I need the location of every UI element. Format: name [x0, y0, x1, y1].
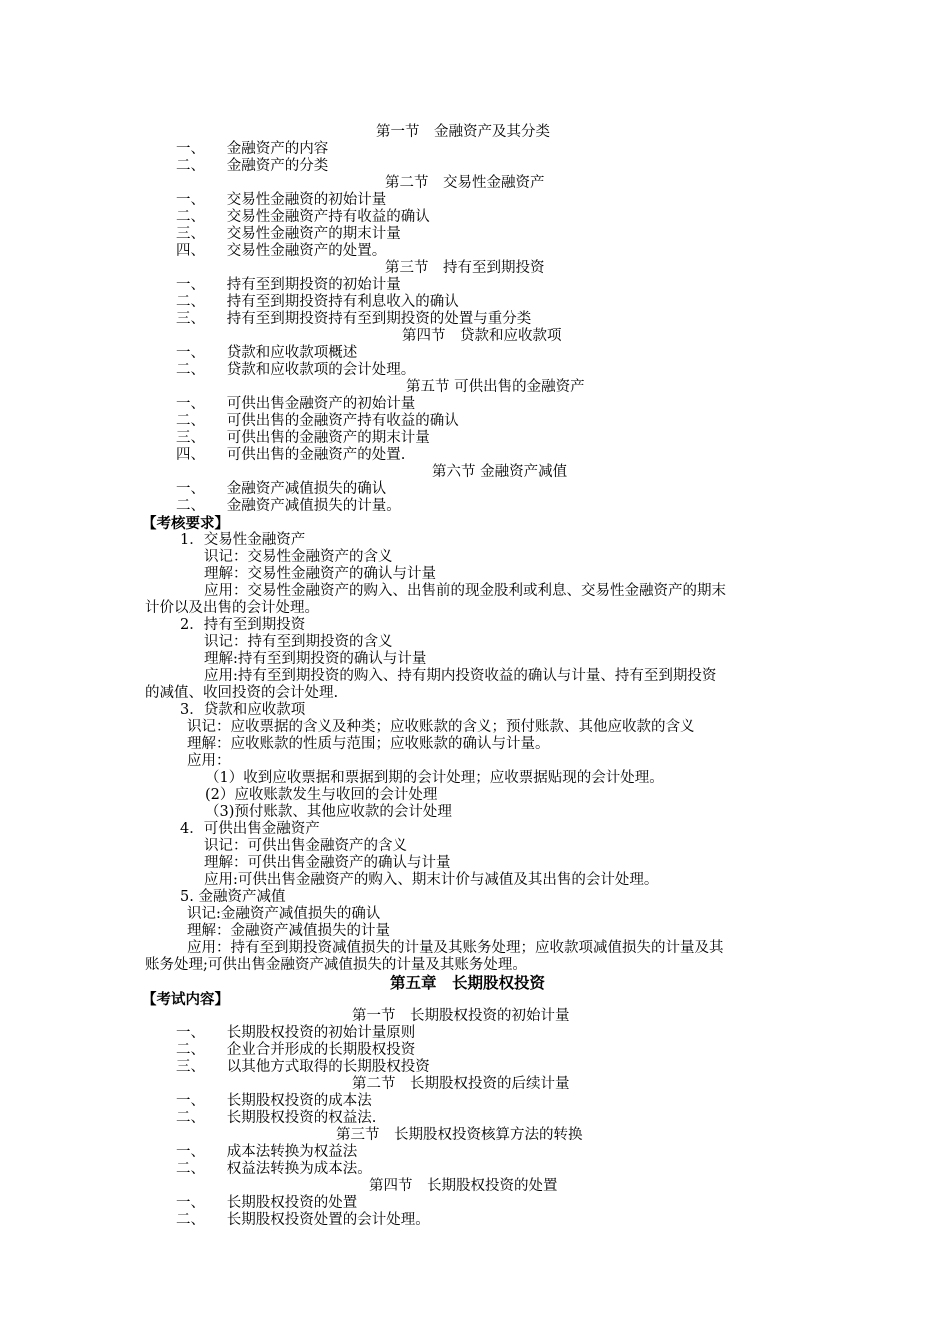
- requirement-subitem: （1）收到应收票据和票据到期的会计处理；应收票据贴现的会计处理。: [205, 770, 664, 786]
- list-item: 二、 贷款和应收款项的会计处理。: [176, 362, 416, 378]
- requirement-line: 理解：金融资产减值损失的计量: [187, 923, 390, 939]
- list-item: 三、 以其他方式取得的长期股权投资: [176, 1059, 430, 1075]
- list-item: 三、 交易性金融资产的期末计量: [176, 226, 401, 242]
- list-item: 二、 金融资产减值损失的计量。: [176, 498, 401, 514]
- section-heading: 第四节 贷款和应收款项: [402, 328, 562, 344]
- list-item: 二、 企业合并形成的长期股权投资: [176, 1042, 416, 1058]
- requirement-line: 理解：交易性金融资产的确认与计量: [204, 566, 436, 582]
- requirement-line: 应用：: [187, 753, 231, 769]
- list-item: 一、 长期股权投资的成本法: [176, 1093, 372, 1109]
- section-heading: 第三节 持有至到期投资: [385, 260, 545, 276]
- section-heading: 第二节 交易性金融资产: [385, 175, 545, 191]
- exam-content-heading: 【考试内容】: [142, 991, 229, 1008]
- list-item: 一、 贷款和应收款项概述: [176, 345, 358, 361]
- requirement-line: 识记：可供出售金融资产的含义: [204, 838, 407, 854]
- list-item: 二、 长期股权投资处置的会计处理。: [176, 1212, 430, 1228]
- requirement-title: 5. 金融资产减值: [180, 889, 286, 905]
- requirement-line: 识记：交易性金融资产的含义: [204, 549, 393, 565]
- requirement-line: 的减值、收回投资的会计处理.: [145, 685, 339, 701]
- list-item: 二、 交易性金融资产持有收益的确认: [176, 209, 430, 225]
- requirement-line: 应用:可供出售金融资产的购入、期末计价与减值及其出售的会计处理。: [204, 872, 659, 888]
- list-item: 四、 交易性金融资产的处置。: [176, 243, 387, 259]
- list-item: 四、 可供出售的金融资产的处置.: [176, 447, 406, 463]
- section-heading: 第六节 金融资产减值: [432, 464, 568, 480]
- requirement-line: 理解：应收账款的性质与范围；应收账款的确认与计量。: [187, 736, 550, 752]
- requirement-title: 2．持有至到期投资: [180, 617, 306, 633]
- requirement-line: 理解:持有至到期投资的确认与计量: [204, 651, 427, 667]
- list-item: 一、 长期股权投资的初始计量原则: [176, 1025, 416, 1041]
- requirement-line: 应用：持有至到期投资减值损失的计量及其账务处理；应收款项减值损失的计量及其: [187, 940, 724, 956]
- requirement-subitem: （3)预付账款、其他应收款的会计处理: [205, 804, 452, 820]
- requirement-line: 识记:金融资产减值损失的确认: [187, 906, 381, 922]
- section-heading: 第二节 长期股权投资的后续计量: [352, 1076, 570, 1092]
- requirement-line: 计价以及出售的会计处理。: [145, 600, 319, 616]
- requirement-line: 应用：交易性金融资产的购入、出售前的现金股利或利息、交易性金融资产的期末: [204, 583, 726, 599]
- requirement-line: 账务处理;可供出售金融资产减值损失的计量及其账务处理。: [145, 957, 527, 973]
- list-item: 一、 长期股权投资的处置: [176, 1195, 358, 1211]
- requirement-title: 4．可供出售金融资产: [180, 821, 320, 837]
- chapter-title: 第五章 长期股权投资: [390, 973, 546, 992]
- list-item: 二、 权益法转换为成本法。: [176, 1161, 372, 1177]
- list-item: 一、 持有至到期投资的初始计量: [176, 277, 401, 293]
- list-item: 二、 持有至到期投资持有利息收入的确认: [176, 294, 459, 310]
- list-item: 一、 金融资产的内容: [176, 141, 329, 157]
- list-item: 二、 可供出售的金融资产持有收益的确认: [176, 413, 459, 429]
- list-item: 二、 金融资产的分类: [176, 158, 329, 174]
- section-heading: 第三节 长期股权投资核算方法的转换: [336, 1127, 583, 1143]
- requirement-line: 识记：应收票据的含义及种类；应收账款的含义；预付账款、其他应收款的含义: [187, 719, 695, 735]
- section-heading: 第四节 长期股权投资的处置: [369, 1178, 558, 1194]
- list-item: 三、 持有至到期投资持有至到期投资的处置与重分类: [176, 311, 532, 327]
- requirement-line: 理解：可供出售金融资产的确认与计量: [204, 855, 451, 871]
- requirement-line: 识记：持有至到期投资的含义: [204, 634, 393, 650]
- requirement-title: 3．贷款和应收款项: [180, 702, 306, 718]
- list-item: 三、 可供出售的金融资产的期末计量: [176, 430, 430, 446]
- section-heading: 第五节 可供出售的金融资产: [406, 379, 585, 395]
- requirement-line: 应用:持有至到期投资的购入、持有期内投资收益的确认与计量、持有至到期投资: [204, 668, 717, 684]
- list-item: 一、 成本法转换为权益法: [176, 1144, 358, 1160]
- list-item: 一、 可供出售金融资产的初始计量: [176, 396, 416, 412]
- list-item: 一、 交易性金融资的初始计量: [176, 192, 387, 208]
- list-item: 二、 长期股权投资的权益法.: [176, 1110, 377, 1126]
- exam-requirements-heading: 【考核要求】: [142, 515, 229, 532]
- section-heading: 第一节 长期股权投资的初始计量: [352, 1008, 570, 1024]
- section-heading: 第一节 金融资产及其分类: [376, 124, 550, 140]
- list-item: 一、 金融资产减值损失的确认: [176, 481, 387, 497]
- requirement-title: 1．交易性金融资产: [180, 532, 306, 548]
- requirement-subitem: (2）应收账款发生与收回的会计处理: [205, 787, 438, 803]
